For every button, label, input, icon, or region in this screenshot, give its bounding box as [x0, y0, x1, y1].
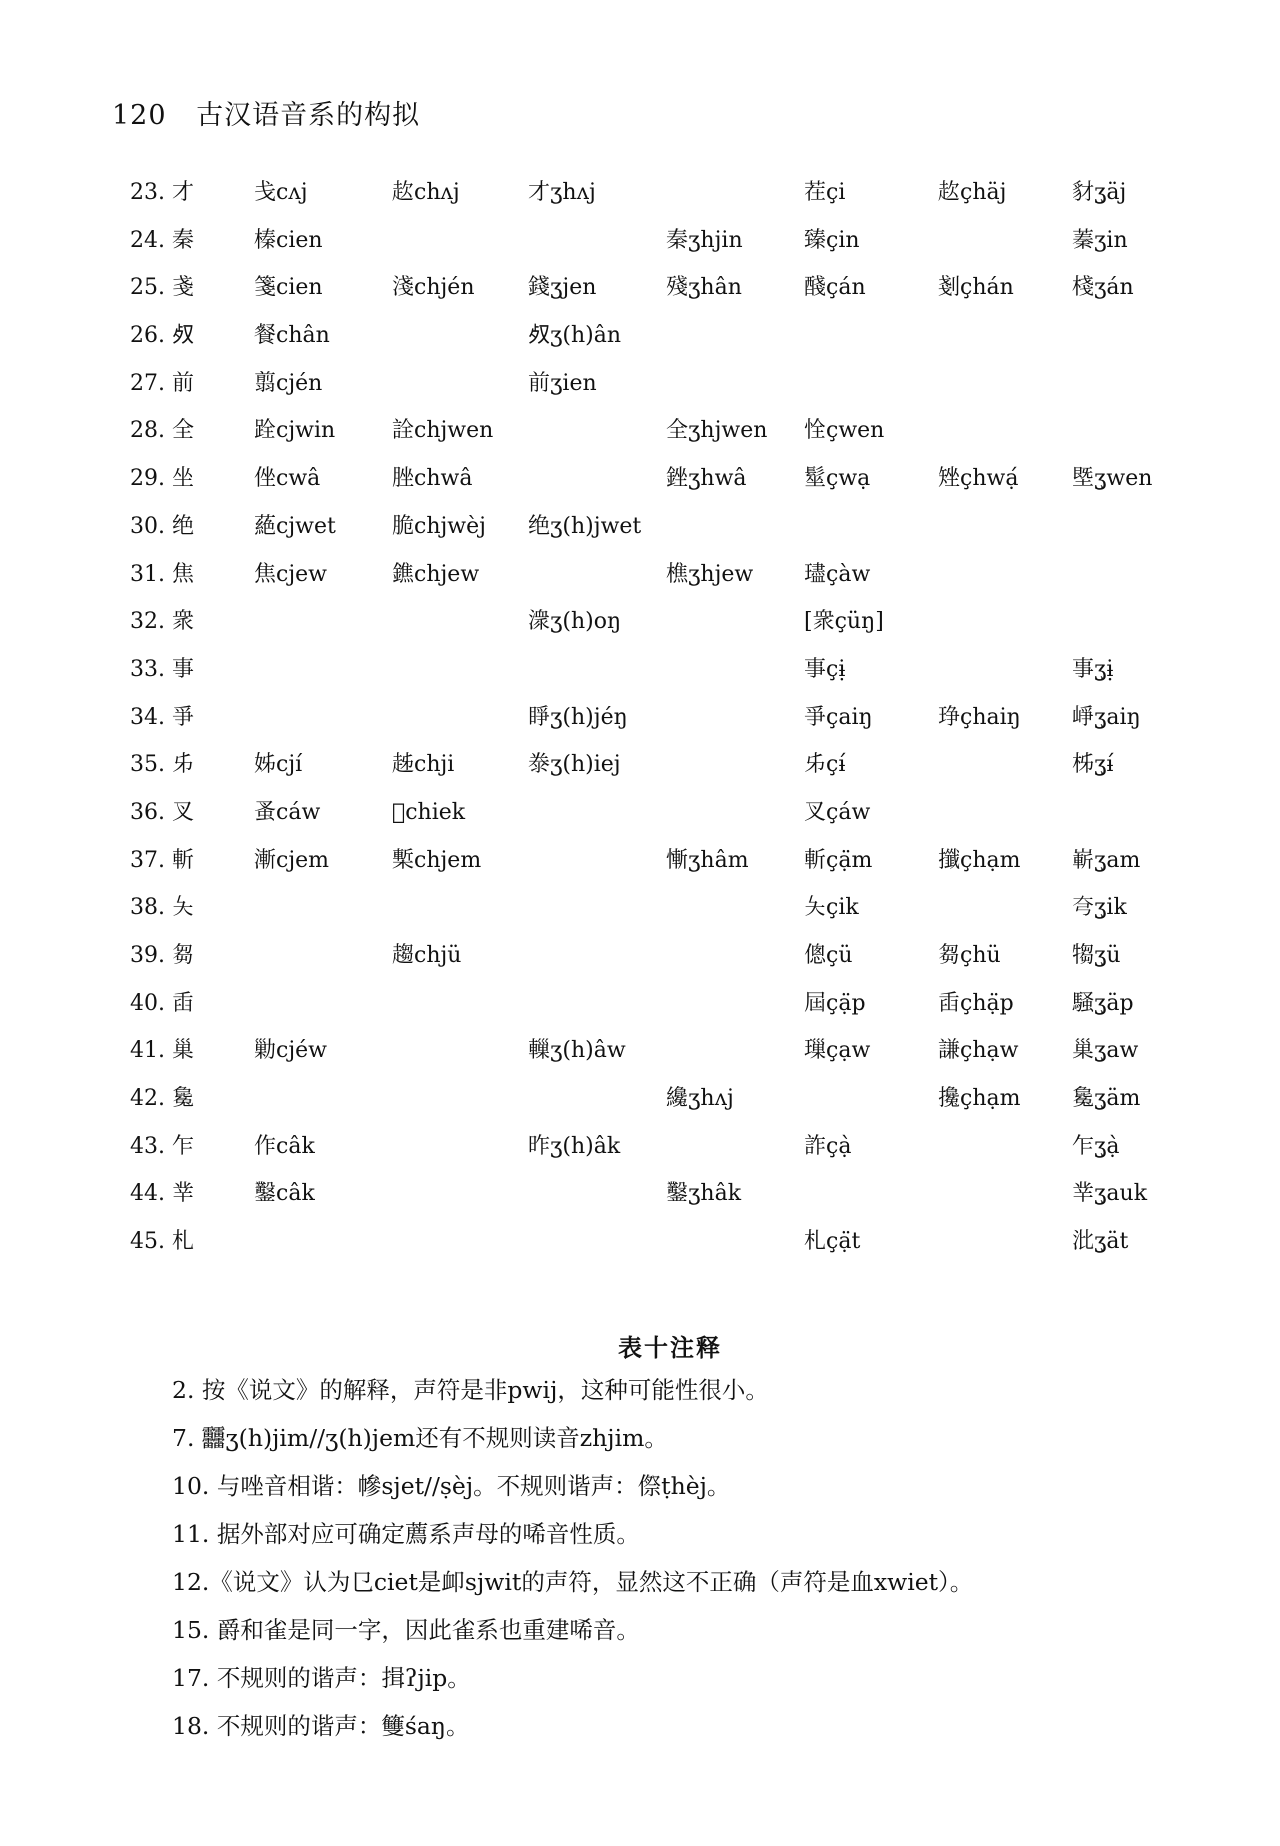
table-cell: 芻çhü: [938, 943, 1001, 968]
row-index: 42. 毚: [130, 1086, 194, 1112]
row-index: 26. 𣦼: [130, 323, 194, 349]
row-index: 30. 绝: [130, 513, 194, 539]
row-index: 23. 才: [130, 180, 194, 205]
table-cell: 𠂔çɨ́: [804, 752, 846, 778]
table-row: [130, 892, 1230, 940]
note-item: 15. 爵和雀是同一字，因此雀系也重建唏音。: [172, 1616, 640, 1644]
note-item: 10. 与唑音相谐：幓sjet//ṣèj。不规则谐声：傺ṭhèj。: [172, 1472, 731, 1500]
table-row: [130, 1083, 1230, 1131]
table-cell: 淺chjén: [392, 275, 475, 301]
table-cell: 攕çhạm: [938, 847, 1021, 873]
row-index: 39. 芻: [130, 943, 194, 968]
table-row: [130, 1131, 1230, 1179]
table-cell: 醆çán: [804, 275, 866, 301]
table-cell: 脞chwâ: [392, 466, 473, 492]
page-number: 120: [112, 100, 167, 131]
table-cell: 傯çü: [804, 943, 853, 968]
table-cell: 屆çạ̈p: [804, 990, 866, 1016]
book-title: 古汉语音系的构拟: [196, 100, 421, 131]
table-row: [130, 320, 1230, 368]
table-cell: 茬çi: [804, 180, 846, 205]
note-item: 18. 不规则的谐声：䉶śaŋ。: [172, 1712, 470, 1740]
row-index: 36. 叉: [130, 799, 194, 825]
table-cell: 蕝cjwet: [254, 513, 336, 539]
table-cell: 樵ʒhjew: [666, 561, 754, 587]
table-cell: 沘ʒ̧ät: [1072, 1229, 1129, 1255]
table-cell: 鑿ʒhâk: [666, 1181, 742, 1207]
table-cell: 鑿câk: [254, 1181, 315, 1207]
row-index: 33. 事: [130, 656, 194, 682]
table-cell: 乍ʒ̧ạ̀: [1072, 1133, 1120, 1159]
table-cell: 矬çhwạ́: [938, 466, 1019, 492]
table-cell: 巢ʒ̧aw: [1072, 1038, 1139, 1064]
table-cell: 錢ʒjen: [528, 275, 597, 301]
row-index: 27. 前: [130, 370, 194, 396]
table-cell: 趀chji: [392, 752, 455, 778]
table-cell: 作câk: [254, 1133, 315, 1159]
table-cell: 勦cjéw: [254, 1038, 327, 1064]
note-item: 12.《说文》认为㔾ciet是卹sjwit的声符，显然这不正确（声符是血xwiet）。: [172, 1568, 974, 1596]
table-cell: 潨ʒ(h)oŋ: [528, 609, 622, 635]
table-cell: 詐çạ̀: [804, 1133, 852, 1159]
table-cell: 叉çáw: [804, 799, 871, 825]
table-cell: 爭çaiŋ: [804, 704, 873, 730]
row-index: 28. 全: [130, 418, 194, 444]
reconstruction-table: [130, 177, 1230, 1274]
row-index: 31. 焦: [130, 561, 194, 587]
table-cell: 犓ʒ̧ü: [1072, 943, 1121, 968]
table-row: [130, 368, 1230, 416]
table-cell: 脆chjwèj: [392, 513, 486, 539]
table-cell: 前ʒien: [528, 370, 597, 396]
table-cell: 蓁ʒin: [1072, 227, 1128, 253]
table-row: [130, 177, 1230, 225]
table-cell: 趨chjü: [392, 943, 462, 968]
table-row: [130, 1178, 1230, 1226]
table-cell: 毚ʒ̧äm: [1072, 1086, 1141, 1112]
row-index: 37. 斬: [130, 847, 194, 873]
row-index: 41. 巢: [130, 1038, 194, 1064]
table-cell: 鐎chjew: [392, 561, 480, 587]
table-cell: 髽çwạ: [804, 466, 871, 492]
note-item: 11. 据外部对应可确定薦系声母的唏音性质。: [172, 1520, 640, 1548]
table-cell: 事çɨ̣: [804, 656, 846, 682]
table-cell: 嶄ʒ̧am: [1072, 847, 1141, 873]
table-row: [130, 559, 1230, 607]
table-cell: 謙çhạw: [938, 1038, 1019, 1064]
row-index: 35. 𠂔: [130, 752, 194, 778]
row-index: 25. 戔: [130, 275, 194, 301]
table-row: [130, 272, 1230, 320]
table-cell: 𡗝ʒ̧ik: [1072, 895, 1127, 921]
table-cell: 箋cien: [254, 275, 323, 301]
table-row: [130, 654, 1230, 702]
table-cell: 夨çik: [804, 895, 859, 921]
table-cell: 璅çạw: [804, 1038, 871, 1064]
table-cell: 轈ʒ(h)âw: [528, 1038, 626, 1064]
table-row: [130, 225, 1230, 273]
table-cell: 騒ʒ̧äp: [1072, 990, 1134, 1016]
table-cell: 札çạ̈t: [804, 1229, 861, 1255]
table-row: [130, 1226, 1230, 1274]
table-cell: 銼ʒhwâ: [666, 466, 747, 492]
table-cell: 赼çhäj: [938, 180, 1007, 205]
table-cell: 恮çwen: [804, 418, 885, 444]
notes-list: [172, 1370, 1222, 1754]
note-item: 7. 䨻ʒ(h)jim//ʒ(h)jem还有不规则读音zhjim。: [172, 1424, 668, 1452]
table-cell: 慚ʒhâm: [666, 847, 749, 873]
table-cell: 戋cʌj: [254, 180, 308, 205]
row-index: 43. 乍: [130, 1133, 194, 1159]
table-cell: 豺ʒ̧äj: [1072, 180, 1127, 205]
table-cell: 崢ʒ̧aiŋ: [1072, 704, 1141, 730]
table-cell: 棧ʒán: [1072, 275, 1134, 301]
table-cell: 焦cjew: [254, 561, 327, 587]
table-cell: 殘ʒhân: [666, 275, 742, 301]
table-cell: [衆çüŋ]: [804, 609, 884, 635]
table-cell: 柹ʒ̧ɨ́: [1072, 752, 1114, 778]
table-row: [130, 988, 1230, 1036]
table-row: [130, 749, 1230, 797]
table-cell: 斬çạ̈m: [804, 847, 873, 873]
notes-title: 表十注释: [618, 1333, 722, 1362]
table-cell: 睜ʒ(h)jéŋ: [528, 704, 628, 730]
table-cell: 璶çàw: [804, 561, 871, 587]
table-cell: 𣳾ʒ(h)iej: [528, 752, 621, 778]
row-index: 32. 衆: [130, 609, 194, 635]
note-item: 2. 按《说文》的解释，声符是非pwij，这种可能性很小。: [172, 1376, 769, 1404]
table-cell: 才ʒhʌj: [528, 180, 596, 205]
table-cell: 昨ʒ(h)âk: [528, 1133, 621, 1159]
table-cell: 赼chʌj: [392, 180, 460, 205]
table-row: [130, 845, 1230, 893]
table-cell: 侳cwâ: [254, 466, 321, 492]
table-cell: 剗çhán: [938, 275, 1014, 301]
table-cell: 绝ʒ(h)jwet: [528, 513, 642, 539]
table-cell: 琤çhaiŋ: [938, 704, 1021, 730]
table-cell: 漸cjem: [254, 847, 330, 873]
row-index: 44. 丵: [130, 1181, 194, 1207]
table-cell: 纔ʒhʌj: [666, 1086, 734, 1112]
table-row: [130, 415, 1230, 463]
table-cell: 秦ʒhjin: [666, 227, 743, 253]
table-row: [130, 940, 1230, 988]
table-cell: 詮chjwen: [392, 418, 494, 444]
table-cell: 臿çhạ̈p: [938, 990, 1014, 1016]
table-cell: 攙çhạm: [938, 1086, 1021, 1112]
table-cell: 姊cjí: [254, 752, 303, 778]
table-cell: 丵ʒ̧auk: [1072, 1181, 1148, 1207]
table-row: [130, 702, 1230, 750]
table-cell: 事ʒ̧ɨ̣: [1072, 656, 1114, 682]
table-cell: 蚤cáw: [254, 799, 321, 825]
note-item: 17. 不规则的谐声：揖ʔjip。: [172, 1664, 471, 1692]
row-index: 40. 臿: [130, 990, 194, 1016]
table-cell: 臻çin: [804, 227, 860, 253]
table-cell: 餐chân: [254, 323, 330, 349]
row-index: 38. 夨: [130, 895, 194, 921]
row-index: 45. 札: [130, 1229, 194, 1255]
table-row: [130, 797, 1230, 845]
row-index: 29. 坐: [130, 466, 194, 492]
table-cell: 翦cjén: [254, 370, 323, 396]
table-cell: 槧chjem: [392, 847, 482, 873]
table-cell: 𩯫chiek: [392, 799, 466, 825]
table-cell: 全ʒhjwen: [666, 418, 768, 444]
table-cell: 榛cien: [254, 227, 323, 253]
table-row: [130, 463, 1230, 511]
table-row: [130, 1035, 1230, 1083]
table-cell: 塈ʒ̧wen: [1072, 466, 1153, 492]
table-cell: 跧cjwin: [254, 418, 336, 444]
row-index: 24. 秦: [130, 227, 194, 253]
row-index: 34. 爭: [130, 704, 194, 730]
running-head: [112, 93, 420, 132]
table-cell: 𣦼ʒ(h)ân: [528, 323, 622, 349]
table-row: [130, 511, 1230, 559]
table-row: [130, 606, 1230, 654]
